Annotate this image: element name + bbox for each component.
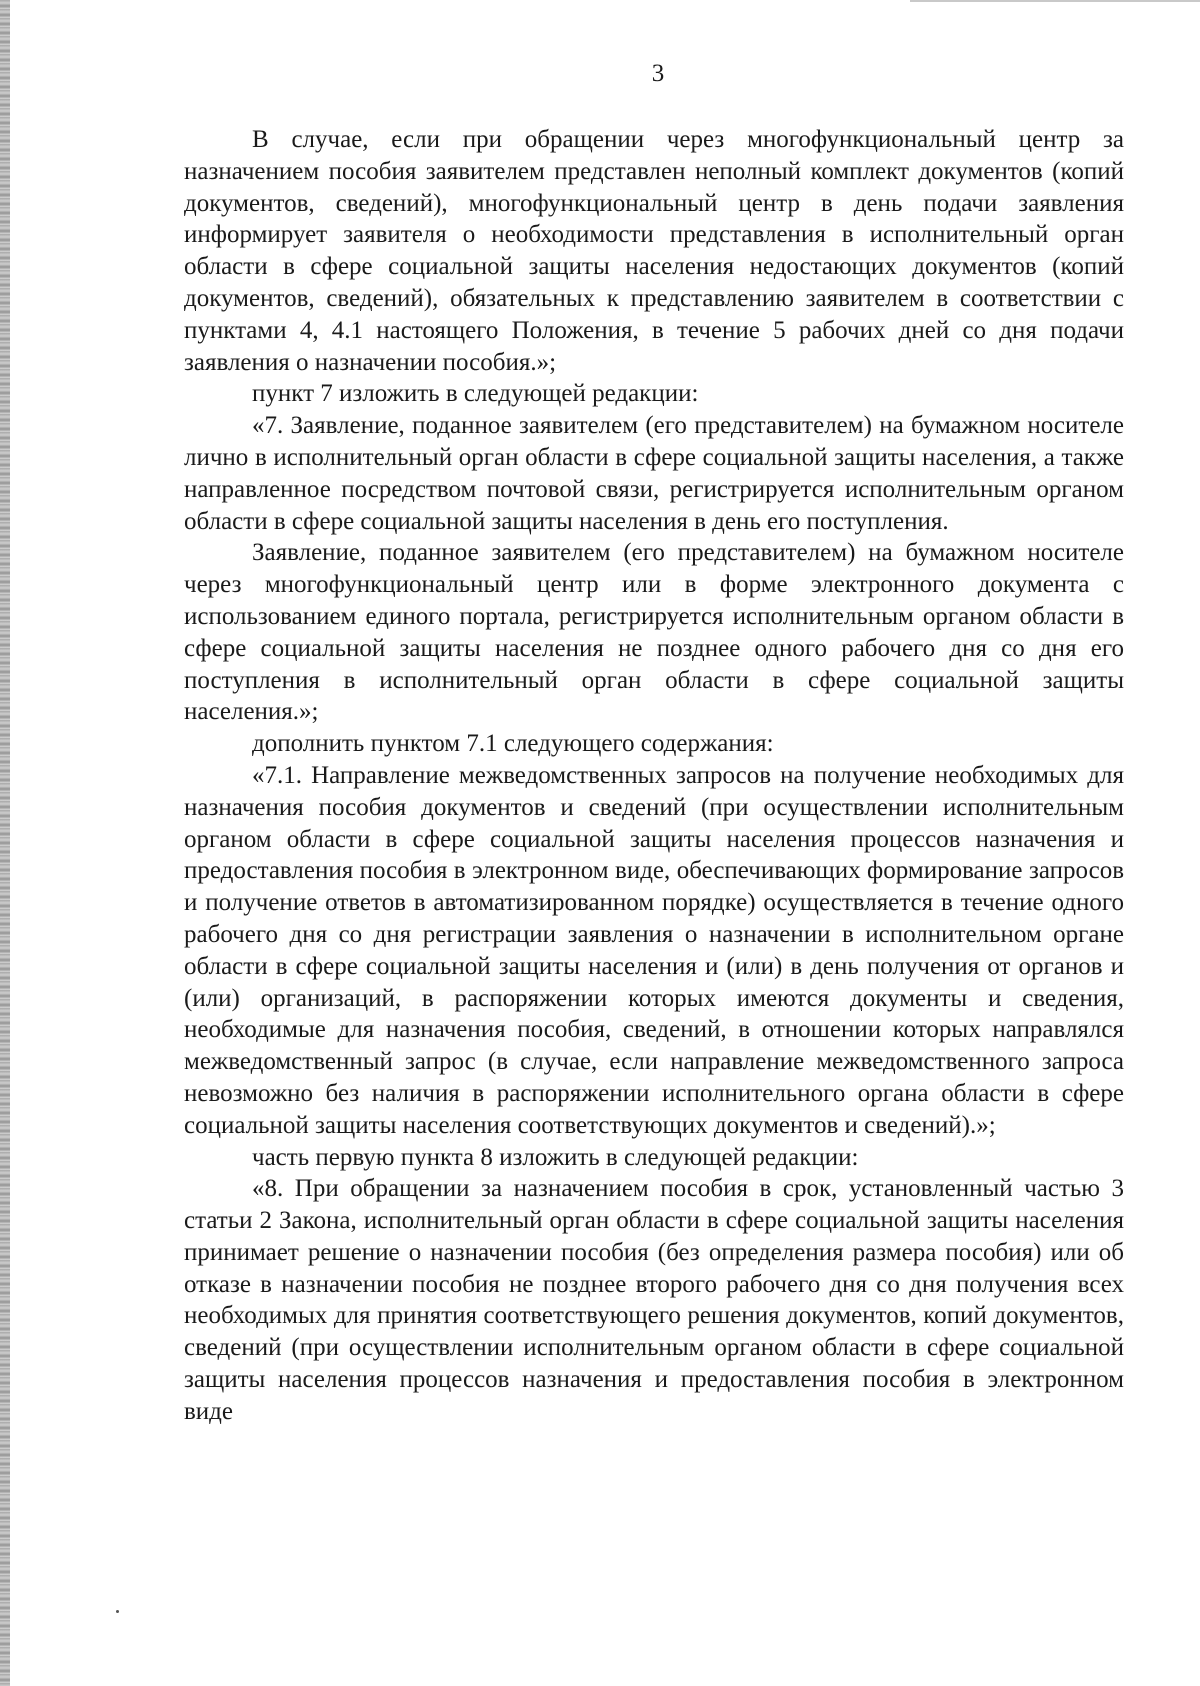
document-body bbox=[184, 124, 1124, 1428]
paragraph-item-7-text: «7. Заявление, поданное заявителем (его представителем) на бумажном носителе лично в исполнительный орган области в сфере социальной защиты населения, а также направленное посредством почтовой связи, регистрируется исполнительным органом области в сфере социальной защиты населения в день его поступления. bbox=[184, 412, 1124, 535]
paragraph-item-7-intro: пункт 7 изложить в следующей редакции: bbox=[252, 380, 699, 408]
paragraph-item-8-intro: часть первую пункта 8 изложить в следующей редакции: bbox=[252, 1143, 859, 1171]
scan-speck bbox=[116, 1610, 119, 1613]
scan-edge-shadow bbox=[0, 0, 10, 1686]
top-edge-line bbox=[910, 0, 1200, 2]
paragraph-item-7-1-text: «7.1. Направление межведомственных запросов на получение необходимых для назначения пособия документов и сведений (при осуществлении исполнительным органом области в сфере социальной защиты населения процессов назначения и предоставления пособия в электронном виде, обеспечивающих формирование запросов и получение ответов в автоматизированном порядке) осуществляется в течение одного рабочего дня со дня регистрации заявления о назначении в исполнительном органе области в сфере социальной защиты населения и (или) в день получения от органов и (или) организаций, в распоряжении которых имеются документы и сведения, необходимые для назначения пособия, сведений, в отношении которых направлялся межведомственный запрос (в случае, если направление межведомственного запроса невозможно без наличия в распоряжении исполнительного органа области в сфере социальной защиты населения соответствующих документов и сведений).»; bbox=[184, 761, 1124, 1139]
paragraph-incomplete-documents: В случае, если при обращении через многофункциональный центр за назначением пособия заявителем представлен неполный комплект документов (копий документов, сведений), многофункциональный центр в день подачи заявления информирует заявителя о необходимости представления в исполнительный орган области в сфере социальной защиты населения недостающих документов (копий документов, сведений), обязательных к представлению заявителем в соответствии с пунктами 4, 4.1 настоящего Положения, в течение 5 рабочих дней со дня подачи заявления о назначении пособия.»; bbox=[184, 126, 1124, 376]
paragraph-item-8-text: «8. При обращении за назначением пособия в срок, установленный частью 3 статьи 2 Закона, исполнительный орган области в сфере социальной защиты населения принимает решение о назначении пособия (без определения размера пособия) или об отказе в назначении пособия не позднее второго рабочего дня со дня получения всех необходимых для принятия соответствующего решения документов, копий документов, сведений (при осуществлении исполнительным органом области в сфере социальной защиты населения процессов назначения и предоставления пособия в электронном виде bbox=[184, 1175, 1124, 1425]
paragraph-item-7-1-intro: дополнить пунктом 7.1 следующего содержания: bbox=[252, 730, 774, 758]
page-number: 3 bbox=[651, 60, 665, 87]
paragraph-item-7-second-part: Заявление, поданное заявителем (его представителем) на бумажном носителе через многофункциональный центр или в форме электронного документа с использованием единого портала, регистрируется исполнительным органом области в сфере социальной защиты населения не позднее одного рабочего дня со дня его поступления в исполнительный орган области в сфере социальной защиты населения.»; bbox=[184, 539, 1124, 726]
